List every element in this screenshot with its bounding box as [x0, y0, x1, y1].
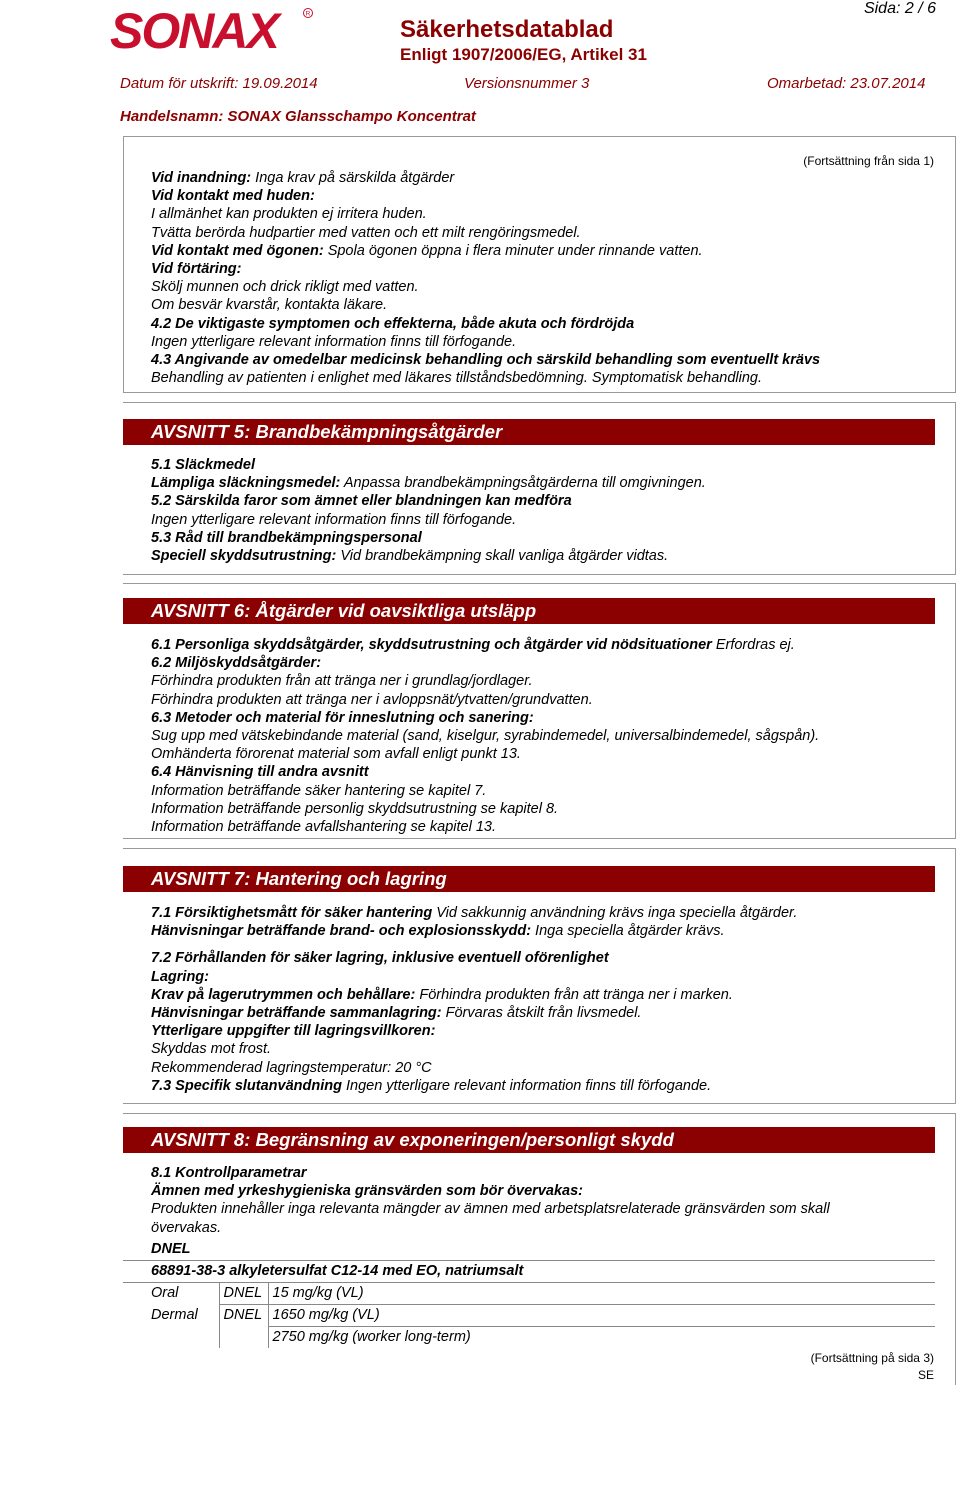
version-number: Versionsnummer 3 — [464, 75, 590, 92]
section-6-content: 6.1 Personliga skyddsåtgärder, skyddsutrustning och åtgärder vid nödsituationer Erfordras ej. 6.2 Miljöskyddsåtgärder: Förhindra produkten från att tränga ner i grundlag/jordlager. Förhindra produkten att tränga ner i avloppsnät/ytvatten/grundvatten. 6.3 Metoder och material för inneslutning och sanering: Sug upp med vätskebindande material (sand, kiselgur, syrabindemedel, universalbindemedel, sågspån). Omhänderta förorenat material som avfall enligt punkt 13. 6.4 Hänvisning till andra avsnitt Information beträffande säker hantering se kapitel 7. Information beträffande personlig skyddsutrustning se kapitel 8. Information beträffande avfallshantering se kapitel 13. — [151, 637, 820, 836]
frame-line — [123, 583, 956, 584]
dnel-substance: 68891-38-3 alkyletersulfat C12-14 med EO, natriumsalt — [123, 1260, 935, 1282]
page-header — [0, 0, 960, 140]
svg-text:SONAX: SONAX — [110, 4, 278, 56]
label-skin-contact: Vid kontakt med huden: — [151, 188, 315, 205]
document-title: Säkerhetsdatablad — [400, 16, 614, 43]
page-number: Sida: 2 / 6 — [863, 0, 936, 17]
frame-line — [123, 848, 956, 849]
print-date: Datum för utskrift: 19.09.2014 — [120, 75, 318, 92]
table-row: 2750 mg/kg (worker long-term) — [123, 1326, 935, 1348]
dnel-table — [123, 1238, 935, 1348]
section-7-content: 7.1 Försiktighetsmått för säker hantering Vid sakkunnig användning krävs inga speciella åtgärder. Hänvisningar beträffande brand- och explosionsskydd: Inga speciella åtgärder krävs. 7.2 Förhållanden för säker lagring, inklusive eventuell oförenlighet Lagring: Krav på lagerutrymmen och behållare: Förhindra produkten från att tränga ner i marken. Hänvisningar beträffande sammanlagring: Förvaras åtskilt från livsmedel. Ytterligare uppgifter till lagringsvillkoren: Skyddas mot frost. Rekommenderad lagringstemperatur: 20 °C 7.3 Specifik slutanvändning Ingen ytterligare relevant information finns till förfogande. — [151, 905, 798, 1094]
frame-line — [955, 1113, 956, 1385]
section-6-heading: AVSNITT 6: Åtgärder vid oavsiktliga utsläpp — [123, 598, 935, 624]
sonax-logo — [110, 4, 315, 56]
dnel-header: DNEL — [123, 1238, 935, 1260]
svg-text:R: R — [305, 10, 311, 18]
frame-line — [955, 136, 956, 392]
section-7-heading: AVSNITT 7: Hantering och lagring — [123, 866, 935, 892]
section-8-content: 8.1 Kontrollparametrar Ämnen med yrkeshygieniska gränsvärden som bör övervakas: Produkten innehåller inga relevanta mängder av ämnen med arbetsplatsrelaterade gränsvärden som skall övervakas. — [151, 1165, 830, 1236]
frame-line — [123, 136, 956, 137]
language-code: SE — [917, 1368, 934, 1382]
section-5-content: 5.1 Släckmedel Lämpliga släckningsmedel: Anpassa brandbekämpningsåtgärderna till omgivningen. 5.2 Särskilda faror som ämnet eller blandningen kan medföra Ingen ytterligare relevant information finns till förfogande. 5.3 Råd till brandbekämpningspersonal Speciell skyddsutrustning: Vid brandbekämpning skall vanliga åtgärder vidtas. — [151, 457, 706, 565]
frame-line — [123, 1113, 956, 1114]
table-row: Oral DNEL 15 mg/kg (VL) — [123, 1282, 935, 1304]
subheading-4-3: 4.3 Angivande av omedelbar medicinsk behandling och särskild behandling som eventuellt krävs — [151, 352, 821, 369]
revised-date: Omarbetad: 23.07.2014 — [767, 75, 926, 92]
frame-line — [123, 402, 956, 403]
frame-line — [123, 136, 124, 392]
trade-name: Handelsnamn: SONAX Glansschampo Koncentrat — [120, 108, 476, 125]
frame-line — [123, 838, 956, 839]
label-inhalation: Vid inandning: — [151, 170, 252, 186]
table-row: Dermal DNEL 1650 mg/kg (VL) — [123, 1304, 935, 1326]
label-ingestion: Vid förtäring: — [151, 261, 242, 278]
section-4-content: Vid inandning: Inga krav på särskilda åtgärder Vid kontakt med huden: I allmänhet kan produkten ej irritera huden. Tvätta berörda hudpartier med vatten och ett milt rengöringsmedel. Vid kontakt med ögonen: Spola ögonen öppna i flera minuter under rinnande vatten. Vid förtäring: Skölj munnen och drick rikligt med vatten. Om besvär kvarstår, kontakta läkare. 4.2 De viktigaste symptomen och effekterna, både akuta och fördröjda Ingen ytterligare relevant information finns till förfogande. 4.3 Angivande av omedelbar medicinsk behandling och särskild behandling som eventuellt krävs Behandling av patienten i enlighet med läkares tillståndsbedömning. Symptomatisk behandling. — [151, 169, 941, 387]
frame-line — [123, 574, 956, 575]
label-eye-contact: Vid kontakt med ögonen: — [151, 242, 324, 259]
section-5-heading: AVSNITT 5: Brandbekämpningsåtgärder — [123, 419, 935, 445]
frame-line — [955, 402, 956, 574]
subheading-4-2: 4.2 De viktigaste symptomen och effekterna, både akuta och fördröjda — [151, 315, 635, 332]
frame-line — [955, 848, 956, 1103]
frame-line — [123, 1103, 956, 1104]
document-subtitle: Enligt 1907/2006/EG, Artikel 31 — [400, 45, 647, 64]
section-8-heading: AVSNITT 8: Begränsning av exponeringen/personligt skydd — [123, 1127, 935, 1153]
frame-line — [123, 392, 956, 393]
frame-line — [955, 583, 956, 838]
continued-to: (Fortsättning på sida 3) — [810, 1351, 934, 1365]
continued-from: (Fortsättning från sida 1) — [803, 154, 934, 168]
